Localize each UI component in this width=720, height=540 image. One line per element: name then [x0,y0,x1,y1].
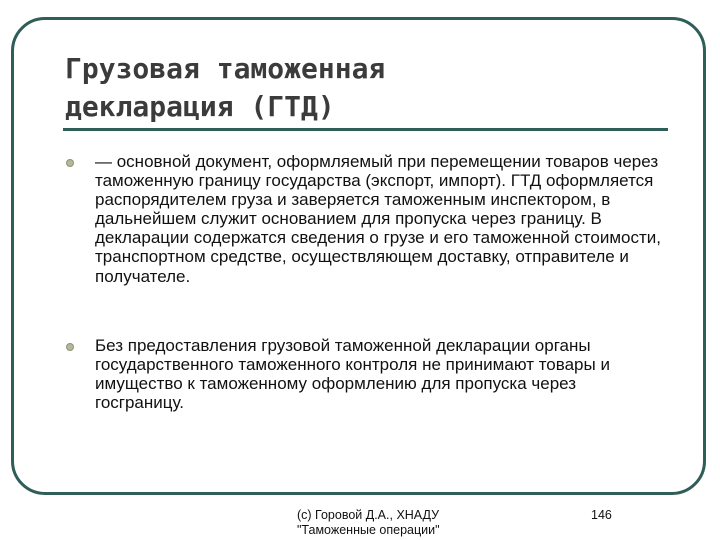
bullet-paragraph-2: Без предоставления грузовой таможенной декларации органы государственного таможенного контроля не принимают товары и имущество к таможенному оформлению для пропуска через госграницу. [95,336,610,413]
footer-source-line-2: "Таможенные операции" [297,523,440,537]
bullet-marker-1 [66,159,74,167]
footer-source [297,508,477,538]
title-underline [63,128,668,131]
footer-source-line-1: (с) Горовой Д.А., ХНАДУ [297,508,440,522]
bullet-marker-2 [66,343,74,351]
slide-title [65,50,665,126]
slide-title-line-1: Грузовая таможенная [65,52,386,85]
bullet-paragraph-1: — основной документ, оформляемый при перемещении товаров через таможенную границу государства (экспорт, импорт). ГТД оформляется распорядителем груза и заверяется таможенным инспектором, в дальнейшем служит основанием для пропуска через границу. В декларации содержатся сведения о грузе и его таможенной стоимости, транспортном средстве, осуществляющем доставку, отправителе и получателе. [95,152,661,286]
slide-title-line-2: декларация (ГТД) [65,90,335,123]
page-number: 146 [591,508,612,522]
